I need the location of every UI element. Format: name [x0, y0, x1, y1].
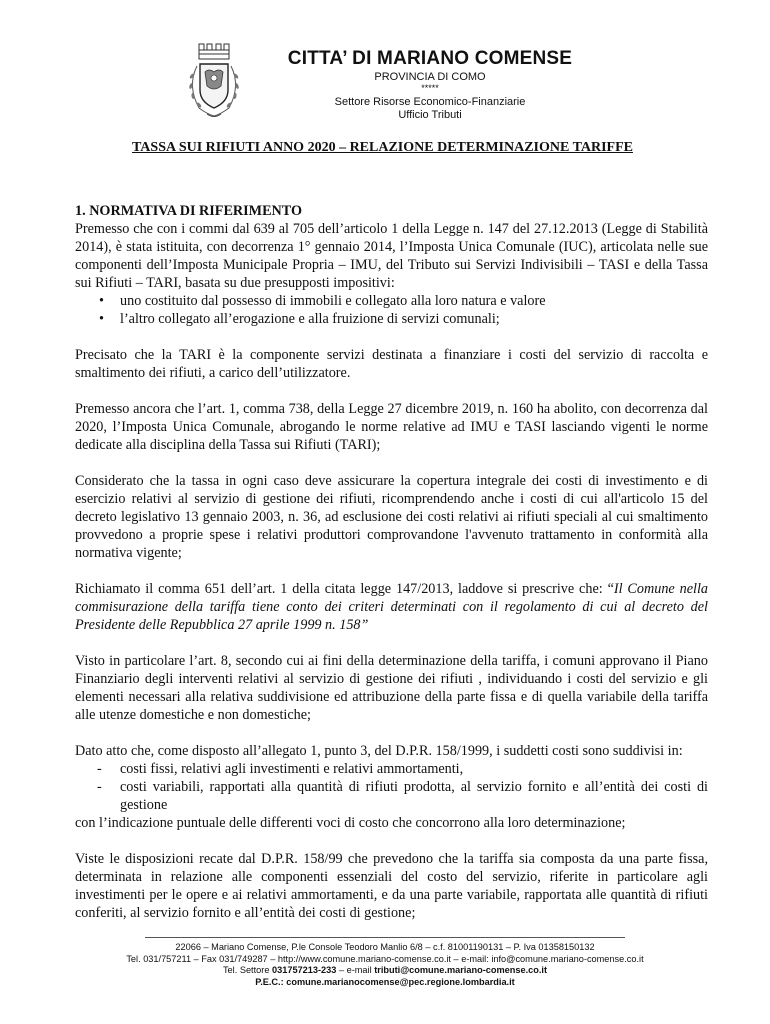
- footer-pec: [60, 977, 710, 989]
- footer-email-label: – e-mail: [336, 965, 375, 975]
- paragraph-2: Precisato che la TARI è la componente servizi destinata a finanziare i costi del servizio di raccolta e smaltimento dei rifiuti, a carico dell’utilizzatore.: [75, 347, 708, 381]
- section-heading: 1. NORMATIVA DI RIFERIMENTO: [75, 203, 303, 219]
- footer: [60, 937, 710, 988]
- footer-divider: [145, 937, 625, 938]
- dash-item: - costi variabili, rapportati alla quantità di rifiuti prodotta, al servizio fornito e all’entità dei costi di gestione: [75, 778, 708, 814]
- document-title: TASSA SUI RIFIUTI ANNO 2020 – RELAZIONE DETERMINAZIONE TARIFFE: [132, 140, 633, 155]
- paragraph-8: Viste le disposizioni recate dal D.P.R. 158/99 che prevedono che la tariffa sia composta da una parte fissa, determinata in relazione alle componenti essenziali del costo del servizio, riferite in particolare agli investimenti per le opere e ai relativi ammortamenti, e da una parte variabile, rapportata alle quantità di rifiuti conferiti, al servizio fornito e all’entità dei costi di gestione;: [75, 851, 708, 921]
- city-name: CITTA’ DI MARIANO COMENSE: [287, 48, 573, 69]
- paragraph-7-end: con l’indicazione puntuale delle differenti voci di costo che concorrono alla loro determinazione;: [75, 815, 626, 831]
- province: PROVINCIA DI COMO: [374, 71, 486, 83]
- paragraph-4: Considerato che la tassa in ogni caso deve assicurare la copertura integrale dei costi di investimento e di esercizio relativi al servizio di gestione dei rifiuti, ricomprendendo anche i costi di cui all'articolo 15 del decreto legislativo 13 gennaio 2003, n. 36, ad esclusione dei costi relativi ai rifiuti speciali al cui smaltimento provvedono a proprie spese i relativi produttori comprovandone l'avvenuto trattamento in conformità alla normativa vigente;: [75, 473, 708, 561]
- footer-address: 22066 – Mariano Comense, P.le Console Teodoro Manlio 6/8 – c.f. 81001190131 – P. Iva 01358150132: [175, 942, 595, 952]
- footer-pec-text: P.E.C.: comune.marianocomense@pec.regione.lombardia.it: [255, 976, 515, 987]
- quoted-text: Il Comune nella commisurazione della tariffa tiene conto dei criteri determinati con il regolamento di cui al decreto del Presidente delle Repubblica 27 aprile 1999 n. 158”: [75, 581, 708, 633]
- document-body: [75, 202, 708, 940]
- paragraph-1: Premesso che con i commi dal 639 al 705 dell’articolo 1 della Legge n. 147 del 27.12.2013 (Legge di Stabilità 2014), è stata istituita, con decorrenza 1° gennaio 2014, l’Imposta Unica Comunale (IUC), articolata nelle sue componenti dell’Imposta Municipale Propria – IMU, del Tributo sui Servizi Indivisibili – TASI e della Tassa sui Rifiuti – TARI, basata su due presupposti impositivi:: [75, 221, 708, 291]
- sector: Settore Risorse Economico-Finanziarie: [334, 96, 526, 108]
- footer-contacts: Tel. 031/757211 – Fax 031/749287 – http://www.comune.mariano-comense.co.it – e-mail: info@comune.mariano-comense.co.it: [126, 953, 644, 964]
- paragraph-6: Visto in particolare l’art. 8, secondo cui ai fini della determinazione della tariffa, i comuni approvano il Piano Finanziario degli interventi relativi al servizio di gestione dei rifiuti , individuando i costi del servizio e gli elementi necessari alla relativa suddivisione ed attribuzione della parte fissa e di quella variabile della tariffa alle utenze domestiche e non domestiche;: [75, 653, 708, 723]
- paragraph-5: [75, 580, 708, 634]
- footer-sector-label: Tel. Settore: [222, 965, 272, 975]
- bullet-item: • uno costituito dal possesso di immobili e collegato alla loro natura e valore: [75, 292, 708, 310]
- bullet-item: • l’altro collegato all’erogazione e alla fruizione di servizi comunali;: [75, 310, 708, 328]
- paragraph-7: Dato atto che, come disposto all’allegato 1, punto 3, del D.P.R. 158/1999, i suddetti costi sono suddivisi in:: [75, 743, 683, 759]
- paragraph-3: Premesso ancora che l’art. 1, comma 738, della Legge 27 dicembre 2019, n. 160 ha abolito, con decorrenza dal 2020, l’Imposta Unica Comunale, abrogando le norme relative ad IMU e TASI lasciando vigenti le norme dedicate alla disciplina della Tassa sui Rifiuti (TARI);: [75, 401, 708, 453]
- office: Ufficio Tributi: [398, 109, 462, 121]
- stars-separator: *****: [421, 83, 439, 93]
- letterhead: [280, 48, 580, 122]
- footer-sector-contacts: [60, 965, 710, 977]
- paragraph-5-intro: Richiamato il comma 651 dell’art. 1 della citata legge 147/2013, laddove si prescrive che: “: [75, 581, 614, 597]
- bullet-list: [75, 292, 708, 328]
- coat-of-arms-logo: [183, 42, 245, 120]
- footer-sector-email: tributi@comune.mariano-comense.co.it: [374, 965, 548, 975]
- dash-item: - costi fissi, relativi agli investimenti e relativi ammortamenti,: [75, 760, 708, 778]
- dash-list: [75, 760, 708, 814]
- footer-sector-phone: 031757213-233: [272, 965, 337, 975]
